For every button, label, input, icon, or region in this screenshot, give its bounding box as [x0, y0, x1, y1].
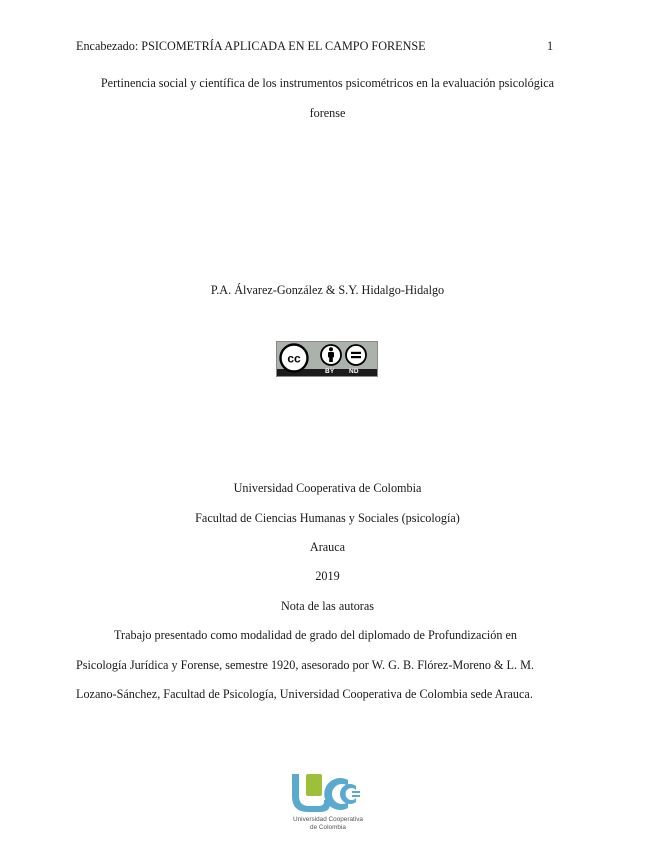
logo-text-line-2: de Colombia: [310, 824, 346, 831]
cc-label-band: [313, 369, 377, 376]
author-note-line-1: Trabajo presentado como modalidad de grado del diplomado de Profundización en: [114, 628, 517, 642]
year: 2019: [315, 569, 340, 583]
faculty-name: Facultad de Ciencias Humanas y Sociales (psicología): [195, 511, 460, 525]
document-title-line-1: Pertinencia social y científica de los instrumentos psicométricos en la evaluación psicológica: [100, 76, 555, 90]
document-title-line-2: forense: [309, 106, 346, 120]
nd-label: ND: [349, 368, 359, 375]
author-note-line-2: Psicología Jurídica y Forense, semestre 1920, asesorado por W. G. B. Flórez-Moreno & L. M.: [76, 658, 534, 672]
page-number: 1: [546, 39, 554, 53]
city: Arauca: [309, 540, 346, 554]
author-note-line-3: Lozano-Sánchez, Facultad de Psicología, Universidad Cooperativa de Colombia sede Arauca.: [76, 687, 533, 701]
running-head: Encabezado: PSICOMETRÍA APLICADA EN EL CAMPO FORENSE: [76, 39, 426, 53]
logo-text-line-1: Universidad Cooperativa: [293, 816, 363, 823]
university-logo: [278, 770, 378, 832]
cc-text: cc: [287, 351, 301, 366]
by-label: BY: [325, 368, 335, 375]
attribution-icon: [320, 344, 342, 366]
cc-icon: [279, 343, 309, 373]
ucc-logo-icon: [290, 770, 366, 816]
cc-license-badge: [276, 341, 378, 377]
no-derivatives-icon: [345, 344, 367, 366]
university-name: Universidad Cooperativa de Colombia: [233, 481, 422, 495]
authors: P.A. Álvarez-González & S.Y. Hidalgo-Hidalgo: [210, 283, 445, 297]
author-note-heading: Nota de las autoras: [280, 599, 375, 613]
